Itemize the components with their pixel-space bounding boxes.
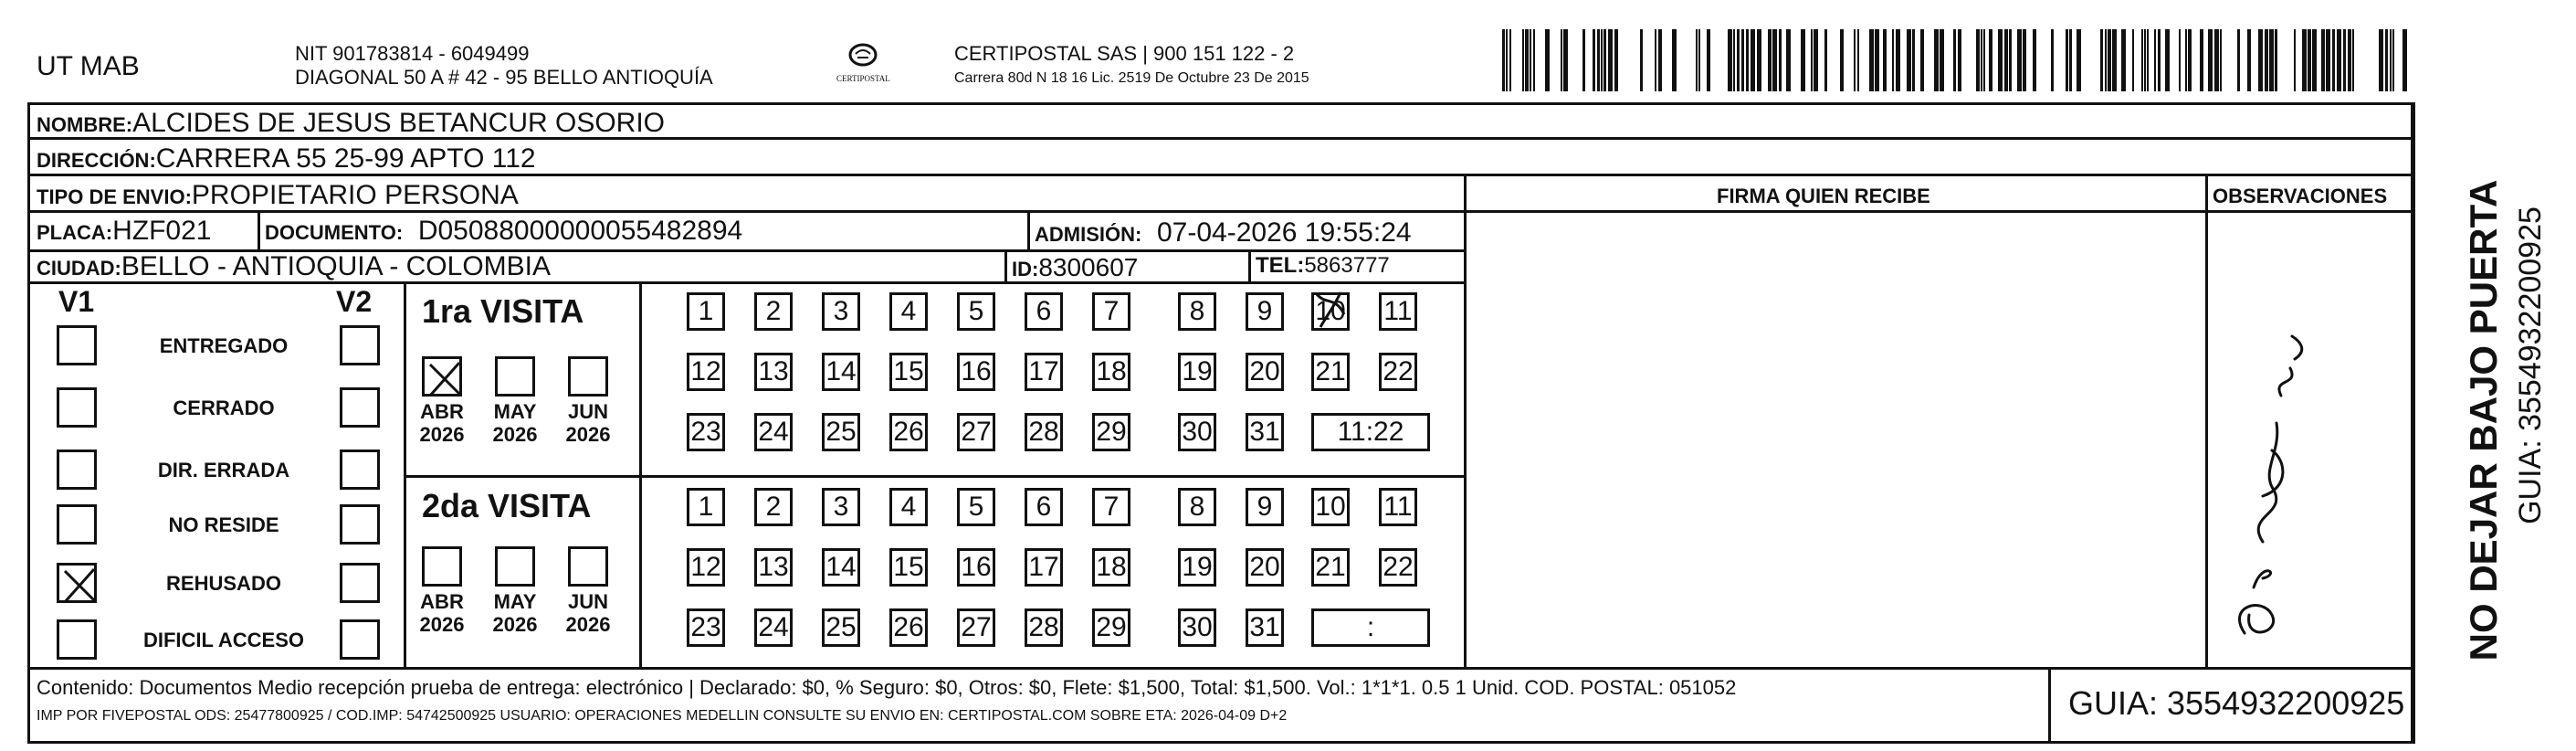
first-visit-title: 1ra VISITA [422, 292, 584, 330]
day-box[interactable]: 27 [957, 413, 995, 451]
row-divider [27, 281, 1464, 284]
day-box[interactable]: 22 [1379, 548, 1417, 587]
day-box[interactable]: 19 [1178, 353, 1216, 391]
day-box[interactable]: 29 [1092, 413, 1130, 451]
status-checkbox-v1[interactable] [57, 504, 97, 545]
day-box[interactable]: 14 [822, 548, 860, 587]
day-box[interactable]: 26 [889, 608, 928, 647]
day-box[interactable]: 30 [1178, 413, 1216, 451]
status-label: REHUSADO [166, 572, 281, 595]
day-box[interactable]: 21 [1311, 353, 1350, 391]
signature-area [1464, 213, 2205, 667]
day-box[interactable]: 1 [687, 488, 725, 526]
day-box[interactable]: 22 [1379, 353, 1417, 391]
logo-text: CERTIPOSTAL [836, 74, 890, 83]
status-label: DIFICIL ACCESO [142, 629, 305, 651]
time-box[interactable]: : [1311, 608, 1430, 647]
day-box[interactable]: 16 [957, 353, 995, 391]
status-label: CERRADO [173, 397, 275, 419]
day-box[interactable]: 4 [889, 488, 928, 526]
day-box[interactable]: 25 [822, 413, 860, 451]
company-address: DIAGONAL 50 A # 42 - 95 BELLO ANTIOQUÍA [295, 66, 713, 89]
day-box[interactable]: 31 [1246, 413, 1284, 451]
day-box[interactable]: 31 [1246, 608, 1284, 647]
year-label: 2026 [419, 613, 465, 636]
placa-row [37, 217, 211, 245]
month-label: MAY [493, 590, 537, 613]
admision-value: 07-04-2026 19:55:24 [1157, 217, 1412, 248]
day-box[interactable]: 13 [754, 548, 793, 587]
status-label: DIR. ERRADA [157, 459, 290, 481]
status-checkbox-v1[interactable] [57, 619, 97, 660]
documento-value: D05088000000055482894 [417, 216, 743, 246]
day-box[interactable]: 11 [1379, 292, 1417, 331]
day-box[interactable]: 12 [687, 548, 725, 587]
certipostal-logo [831, 37, 895, 93]
footer-imp: IMP POR FIVEPOSTAL ODS: 25477800925 / COD.IMP: 54742500925 USUARIO: OPERACIONES MEDELLIN CONSULTE SU ENVIO EN: CERTIPOSTAL.COM SOBRE ETA: 2026-04-09 D+2 [37, 708, 1288, 724]
day-box[interactable]: 17 [1025, 353, 1063, 391]
placa-value: HZF021 [112, 216, 212, 246]
month-checkbox[interactable] [422, 546, 462, 587]
day-box[interactable]: 18 [1092, 353, 1130, 391]
day-box[interactable]: 15 [889, 353, 928, 391]
placa-label: PLACA: [37, 221, 113, 244]
carrier-name: CERTIPOSTAL SAS | 900 151 122 - 2 [954, 42, 1295, 65]
id-row [1012, 255, 1138, 280]
row-divider [404, 475, 1464, 478]
admision-label: ADMISIÓN: [1035, 223, 1142, 246]
tipo-value: PROPIETARIO PERSONA [191, 180, 519, 210]
month-checkbox[interactable] [495, 546, 535, 587]
row-divider [27, 174, 2415, 176]
footer-guia: GUIA: 3554932200925 [2068, 684, 2405, 722]
col-divider [1027, 210, 1030, 249]
month-checkbox[interactable] [568, 546, 608, 587]
tel-value: 5863777 [1304, 253, 1390, 278]
day-box[interactable]: 6 [1025, 292, 1063, 331]
footer-contenido: Contenido: Documentos Medio recepción prueba de entrega: electrónico | Declarado: $0, % Seguro: $0, Otros: $0, Flete: $1,500, Total: $1,500. Vol.: 1*1*1. 0.5 1 Unid. COD. POSTAL: 051052 [37, 676, 1737, 699]
day-box[interactable]: 30 [1178, 608, 1216, 647]
month-checkbox[interactable] [568, 356, 608, 397]
day-box[interactable]: 24 [754, 413, 793, 451]
col-divider [1004, 249, 1007, 281]
day-box[interactable]: 8 [1178, 488, 1216, 526]
col-divider [2048, 667, 2051, 744]
day-box[interactable]: 13 [754, 353, 793, 391]
year-label: 2026 [565, 423, 611, 446]
status-checkbox-v2[interactable] [340, 504, 380, 545]
day-box[interactable]: 17 [1025, 548, 1063, 587]
v1-header: V1 [58, 285, 95, 318]
day-box[interactable]: 5 [957, 488, 995, 526]
company-nit: NIT 901783814 - 6049499 [295, 42, 530, 65]
v2-header: V2 [336, 285, 373, 318]
day-box[interactable]: 20 [1246, 548, 1284, 587]
day-box[interactable]: 9 [1246, 488, 1284, 526]
month-label: JUN [567, 400, 609, 423]
month-label: ABR [420, 400, 464, 423]
direccion-label: DIRECCIÓN: [37, 149, 156, 172]
ciudad-label: CIUDAD: [37, 257, 121, 280]
status-checkbox-v1[interactable] [57, 563, 97, 603]
status-checkbox-v1[interactable] [57, 325, 97, 365]
day-box[interactable]: 21 [1311, 548, 1350, 587]
month-checkbox[interactable] [495, 356, 535, 397]
nombre-label: NOMBRE: [37, 113, 133, 136]
month-label: ABR [420, 590, 464, 613]
day-box[interactable]: 2 [754, 292, 793, 331]
day-box[interactable]: 27 [957, 608, 995, 647]
col-divider [404, 281, 406, 667]
tipo-row [37, 182, 519, 209]
day-box[interactable]: 11 [1379, 488, 1417, 526]
day-box[interactable]: 1 [687, 292, 725, 331]
day-box[interactable]: 4 [889, 292, 928, 331]
day-box[interactable]: 12 [687, 353, 725, 391]
month-label: JUN [567, 590, 609, 613]
second-visit-title: 2da VISITA [422, 487, 592, 524]
day-box[interactable]: 7 [1092, 292, 1130, 331]
carrier-license: Carrera 80d N 18 16 Lic. 2519 De Octubre 23 De 2015 [954, 70, 1309, 86]
day-box[interactable]: 8 [1178, 292, 1216, 331]
day-box[interactable]: 26 [889, 413, 928, 451]
month-checkbox[interactable] [422, 356, 462, 397]
col-divider [639, 281, 642, 667]
documento-label: DOCUMENTO: [265, 221, 404, 244]
day-box[interactable]: 19 [1178, 548, 1216, 587]
status-checkbox-v2[interactable] [340, 387, 380, 428]
year-label: 2026 [419, 423, 465, 446]
company-name: UT MAB [37, 51, 140, 81]
day-box[interactable]: 23 [687, 608, 725, 647]
side-guia: GUIA: 3554932200925 [2513, 206, 2548, 524]
row-divider [27, 667, 2415, 670]
day-box[interactable]: 2 [754, 488, 793, 526]
tel-row [1256, 255, 1390, 277]
day-box[interactable]: 15 [889, 548, 928, 587]
day-box[interactable]: 10 [1311, 292, 1350, 331]
tel-label: TEL: [1256, 253, 1305, 278]
day-box[interactable]: 5 [957, 292, 995, 331]
ciudad-row [37, 253, 551, 280]
id-label: ID: [1012, 258, 1039, 280]
documento-row [265, 217, 742, 245]
id-value: 8300607 [1038, 253, 1139, 281]
nombre-row [37, 110, 665, 137]
day-box[interactable]: 24 [754, 608, 793, 647]
time-box[interactable]: 11:22 [1311, 413, 1430, 451]
year-label: 2026 [565, 613, 611, 636]
status-checkbox-v2[interactable] [340, 450, 380, 490]
direccion-value: CARRERA 55 25-99 APTO 112 [155, 143, 536, 174]
nombre-value: ALCIDES DE JESUS BETANCUR OSORIO [132, 108, 665, 138]
day-box[interactable]: 3 [822, 292, 860, 331]
handwritten-signature-icon [2208, 213, 2413, 667]
status-checkbox-v2[interactable] [340, 325, 380, 365]
observaciones-label: OBSERVACIONES [2213, 185, 2388, 207]
day-box[interactable]: 9 [1246, 292, 1284, 331]
status-checkbox-v2[interactable] [340, 619, 380, 660]
day-box[interactable]: 10 [1311, 488, 1350, 526]
status-label: ENTREGADO [159, 334, 289, 357]
observaciones-area [2208, 213, 2413, 667]
day-box[interactable]: 20 [1246, 353, 1284, 391]
day-box[interactable]: 6 [1025, 488, 1063, 526]
col-divider [258, 210, 260, 249]
day-box[interactable]: 29 [1092, 608, 1130, 647]
day-box[interactable]: 16 [957, 548, 995, 587]
handwritten-mark-icon [1308, 287, 1353, 333]
admision-row [1035, 219, 1412, 247]
year-label: 2026 [492, 423, 538, 446]
status-checkbox-v2[interactable] [340, 563, 380, 603]
month-label: MAY [493, 400, 537, 423]
day-box[interactable]: 7 [1092, 488, 1130, 526]
day-box[interactable]: 14 [822, 353, 860, 391]
day-box[interactable]: 28 [1025, 413, 1063, 451]
direccion-row [37, 145, 536, 173]
ciudad-value: BELLO - ANTIOQUIA - COLOMBIA [121, 251, 552, 281]
status-checkbox-v1[interactable] [57, 450, 97, 490]
status-label: NO RESIDE [168, 513, 279, 536]
day-box[interactable]: 3 [822, 488, 860, 526]
day-box[interactable]: 18 [1092, 548, 1130, 587]
day-box[interactable]: 23 [687, 413, 725, 451]
tipo-label: TIPO DE ENVIO: [37, 185, 192, 208]
day-box[interactable]: 28 [1025, 608, 1063, 647]
side-warning: NO DEJAR BAJO PUERTA [2462, 179, 2505, 661]
firma-label: FIRMA QUIEN RECIBE [1717, 185, 1930, 207]
status-checkbox-v1[interactable] [57, 387, 97, 428]
barcode [1502, 29, 2424, 91]
col-divider [1248, 249, 1251, 281]
day-box[interactable]: 25 [822, 608, 860, 647]
year-label: 2026 [492, 613, 538, 636]
